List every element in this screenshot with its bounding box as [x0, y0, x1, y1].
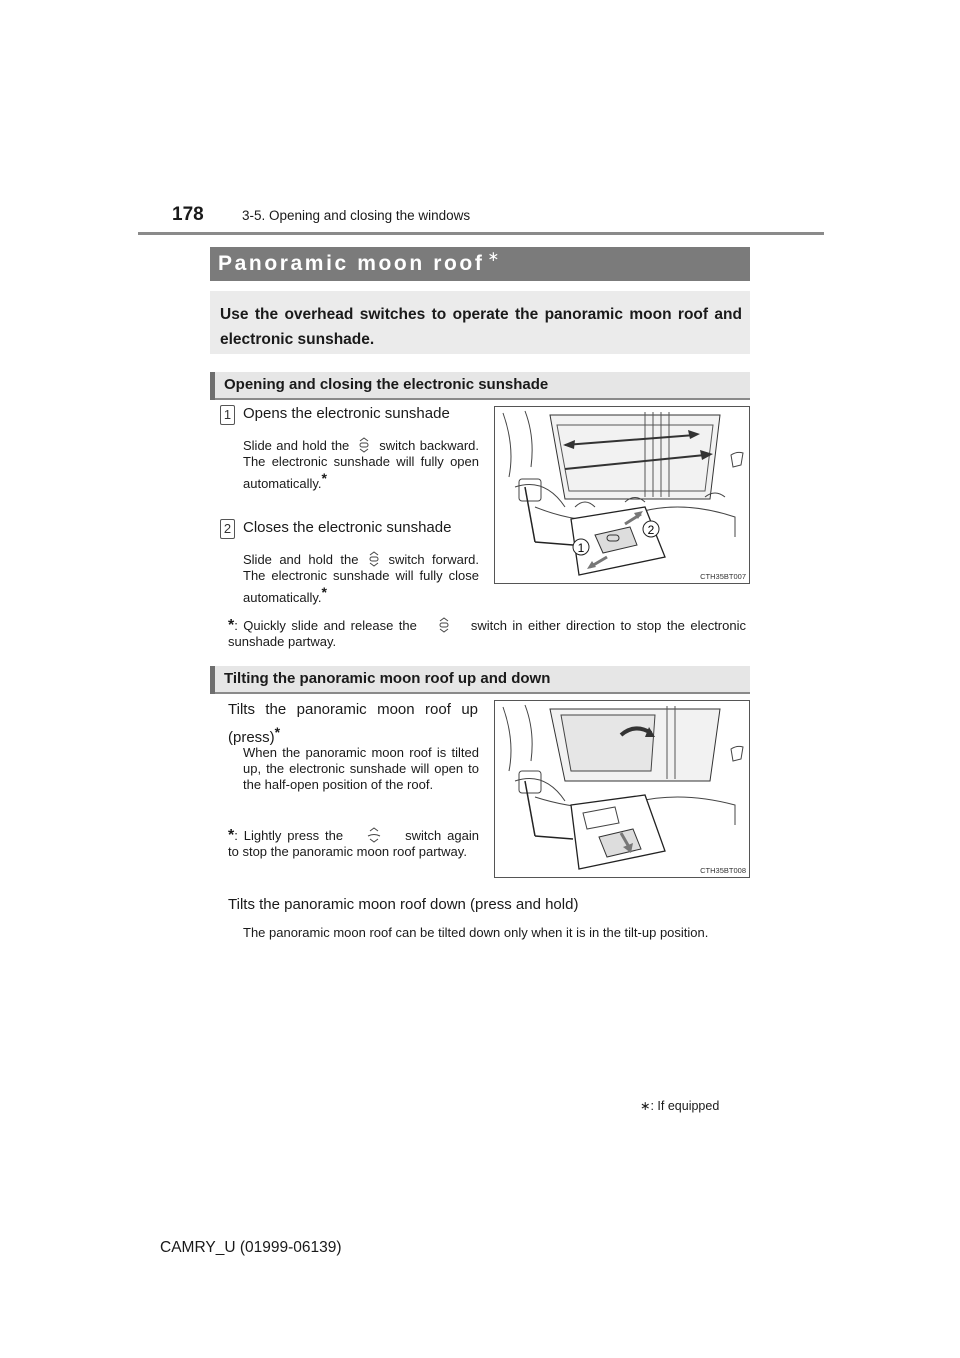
footnote-star: ∗	[640, 1099, 651, 1113]
close-sunshade-body-a: Slide and hold the	[243, 552, 359, 567]
figure-code: CTH35BT008	[700, 866, 746, 875]
sunshade-heading-text: Opening and closing the electronic sunshade	[224, 376, 549, 393]
intro-box	[210, 291, 750, 354]
if-equipped-footnote	[640, 1098, 719, 1113]
sunshade-note-text-a: : Quickly slide and release the	[234, 618, 417, 633]
page-title-text: Panoramic moon roof	[218, 252, 485, 275]
page-number: 178	[172, 204, 204, 225]
header-rule	[138, 232, 824, 235]
asterisk-mark: *	[321, 584, 327, 600]
figure-code: CTH35BT007	[700, 572, 746, 581]
open-sunshade-title: Opens the electronic sunshade	[243, 405, 450, 422]
close-sunshade-body	[243, 551, 479, 606]
heading-bar	[210, 666, 215, 694]
tilt-heading	[210, 666, 750, 694]
open-sunshade-body-b: switch backward. The electronic sunshade will fully open automatically.	[243, 438, 479, 491]
tilt-up-title	[228, 699, 478, 749]
tilt-down-body: The panoramic moon roof can be tilted down only when it is in the tilt-up position.	[243, 925, 709, 940]
section-title: 3-5. Opening and closing the windows	[242, 208, 471, 223]
note-asterisk: *	[228, 827, 235, 844]
tilt-up-title-text: Tilts the panoramic moon roof up (press)	[228, 701, 478, 746]
tilt-note	[228, 827, 479, 860]
sunshade-switch-icon	[355, 437, 373, 453]
asterisk-mark: *	[321, 470, 327, 486]
close-sunshade-body-b: switch forward. The electronic sunshade will fully close automatically.	[243, 552, 479, 605]
sunshade-heading	[210, 372, 750, 400]
title-banner	[210, 247, 750, 281]
tilt-heading-text: Tilting the panoramic moon roof up and down	[224, 670, 551, 687]
tilt-down-title: Tilts the panoramic moon roof down (press and hold)	[228, 896, 579, 913]
footnote-text: : If equipped	[650, 1099, 720, 1113]
open-sunshade-body	[243, 437, 479, 492]
asterisk-mark: *	[274, 724, 281, 740]
tilt-note-text-b: switch again to stop the panoramic moon roof partway.	[228, 828, 479, 859]
item-number-1: 1	[220, 405, 235, 425]
footer-model-code: CAMRY_U (01999-06139)	[160, 1239, 342, 1256]
tilt-diagram	[495, 701, 749, 877]
sunshade-diagram	[495, 407, 749, 583]
heading-bar	[210, 372, 215, 400]
tilt-switch-icon	[365, 827, 383, 843]
if-equipped-star: ∗	[487, 248, 500, 264]
sunshade-note-text-b: switch in either direction to stop the electronic sunshade partway.	[228, 618, 746, 649]
tilt-up-body: When the panoramic moon roof is tilted up, the electronic sunshade will open to the half-open position of the roof.	[243, 745, 479, 792]
item-number-2: 2	[220, 519, 235, 539]
page-title	[218, 248, 500, 276]
sunshade-switch-icon	[365, 551, 383, 567]
note-asterisk: *	[228, 617, 235, 634]
close-sunshade-title: Closes the electronic sunshade	[243, 519, 452, 536]
tilt-illustration	[494, 700, 750, 878]
sunshade-switch-icon	[435, 617, 453, 633]
intro-text: Use the overhead switches to operate the panoramic moon roof and electronic sunshade.	[220, 306, 742, 348]
callout-2: 2	[647, 523, 655, 537]
tilt-note-text-a: : Lightly press the	[234, 828, 344, 843]
sunshade-note	[228, 617, 746, 650]
open-sunshade-body-a: Slide and hold the	[243, 438, 350, 453]
sunshade-illustration	[494, 406, 750, 584]
callout-1: 1	[577, 541, 585, 555]
